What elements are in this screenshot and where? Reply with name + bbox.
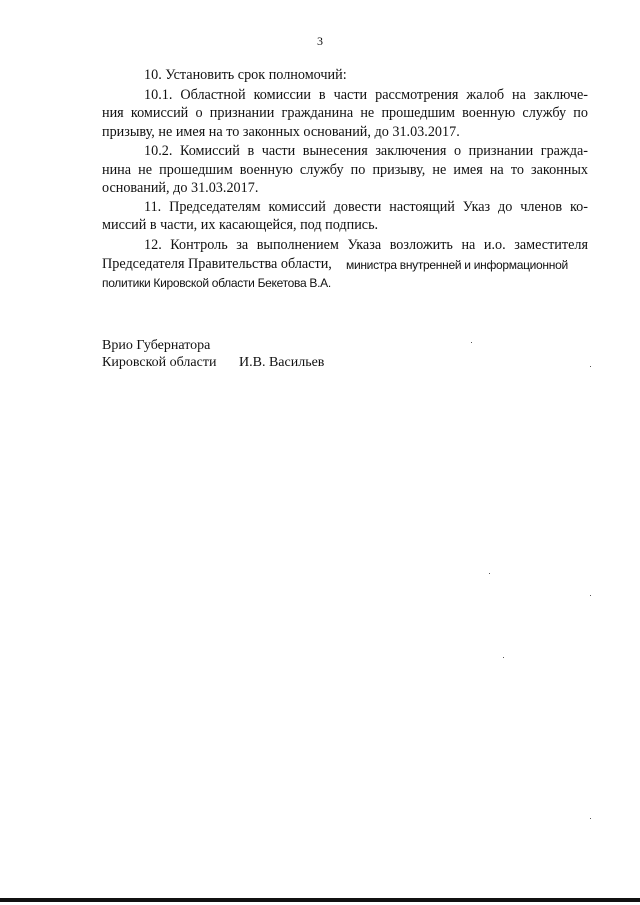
scan-speck [590, 818, 591, 819]
paragraph-10-1-line-1: 10.1. Областной комиссии в части рассмотрения жалоб на заключе- [144, 87, 588, 103]
paragraph-12-line-2a: Председателя Правительства области, [102, 256, 332, 272]
scan-speck [503, 657, 504, 658]
paragraph-10-2-line-1: 10.2. Комиссий в части вынесения заключения о признании гражда- [144, 143, 588, 159]
paragraph-11-line-1: 11. Председателям комиссий довести настоящий Указ до членов ко- [144, 199, 588, 215]
scan-speck [471, 342, 472, 343]
paragraph-10-2-line-2: нина не прошедшим военную службу по призыву, не имея на то законных [102, 162, 588, 178]
paragraph-12-line-1: 12. Контроль за выполнением Указа возложить на и.о. заместителя [144, 237, 588, 253]
scan-speck [590, 366, 591, 367]
signatory-title-line-2: Кировской области [102, 355, 217, 370]
scan-bottom-edge-line [0, 898, 640, 902]
paragraph-10-2-line-3: оснований, до 31.03.2017. [102, 180, 259, 196]
paragraph-12-line-3-typed: политики Кировской области Бекетова В.А. [102, 276, 331, 290]
scan-speck [590, 595, 591, 596]
paragraph-10-line: 10. Установить срок полномочий: [144, 67, 347, 83]
paragraph-10-1-line-3: призыву, не имея на то законных оснований, до 31.03.2017. [102, 124, 460, 140]
signatory-name: И.В. Васильев [239, 355, 325, 370]
page-number: 3 [317, 34, 323, 48]
scan-speck [489, 573, 490, 574]
paragraph-10-1-line-2: ния комиссий о признании гражданина не прошедшим военную службу по [102, 105, 588, 121]
paragraph-12-line-2b-typed: министра внутренней и информационной [346, 258, 568, 272]
paragraph-11-line-2: миссий в части, их касающейся, под подпись. [102, 217, 379, 233]
signatory-title-line-1: Врио Губернатора [102, 338, 211, 353]
